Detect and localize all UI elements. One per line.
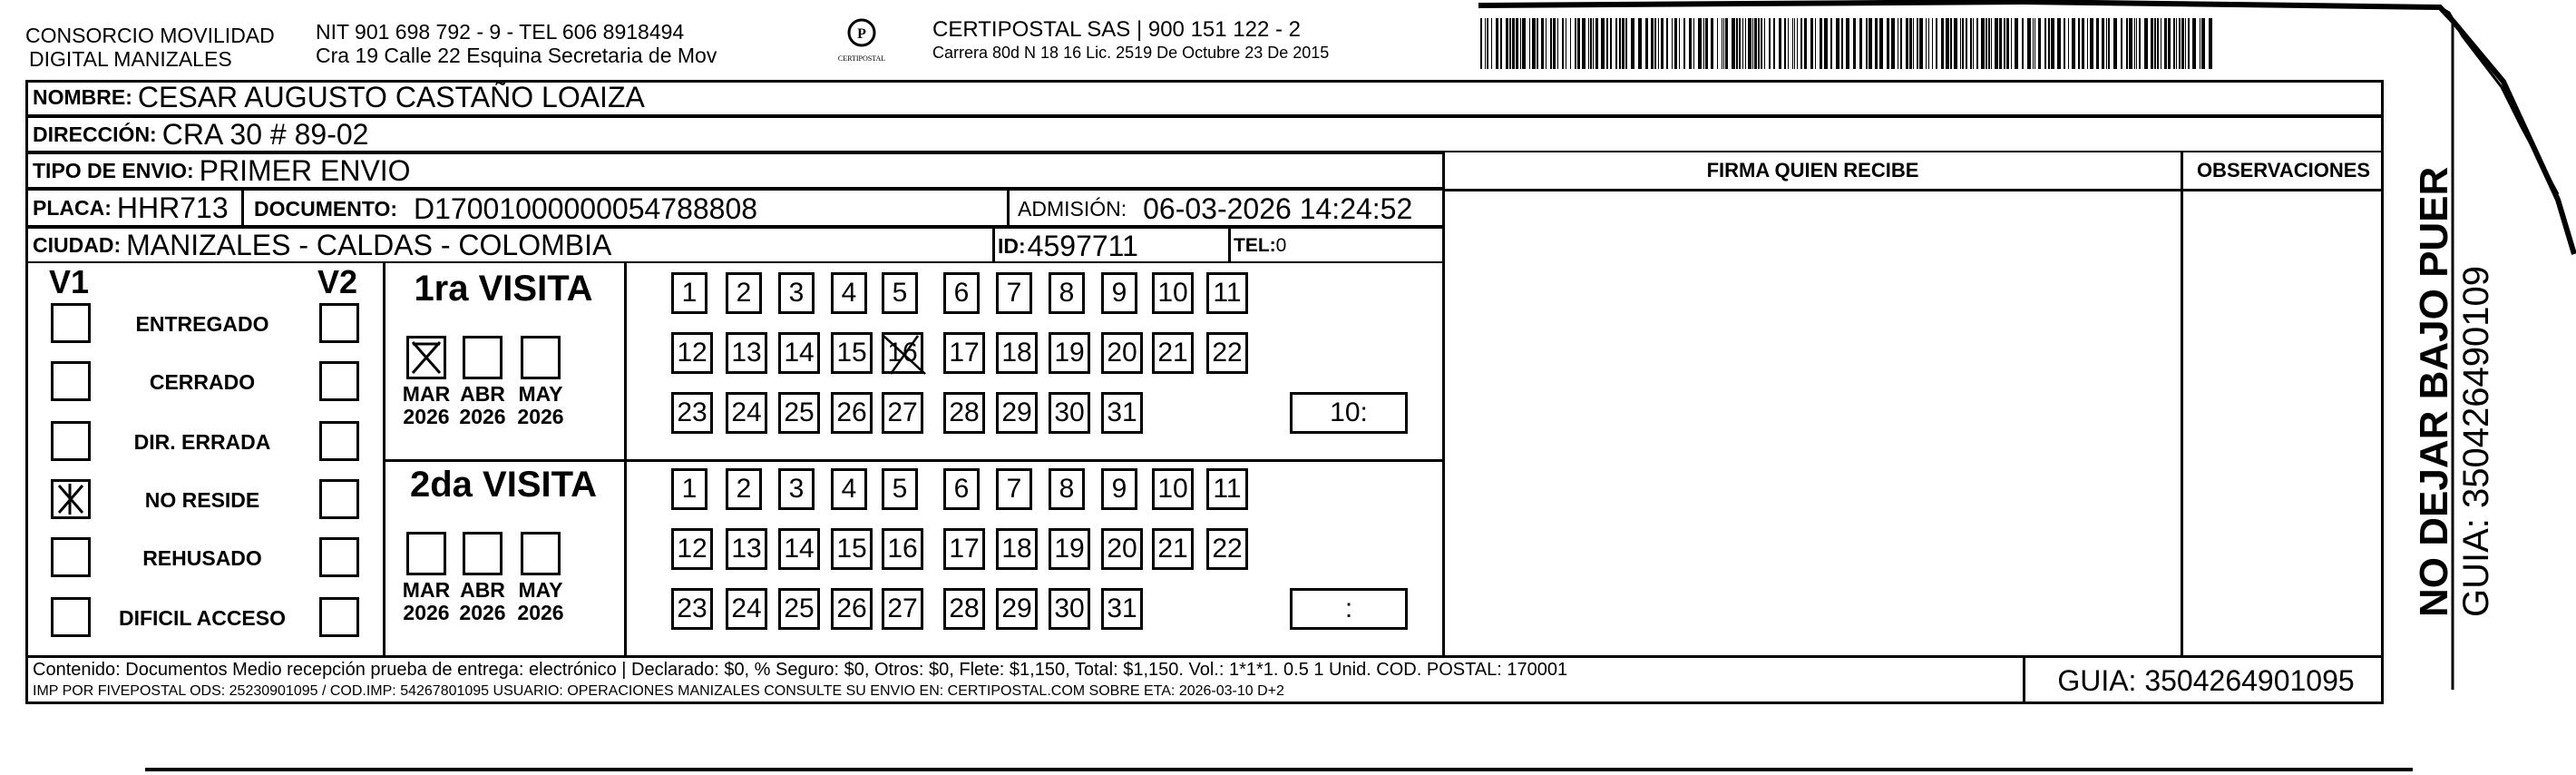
- side-line-2: GUIA: 350426490109: [2456, 266, 2496, 617]
- v2-checkbox[interactable]: [319, 361, 359, 401]
- month-label: MAR 2026: [402, 578, 451, 624]
- tel-field: [1234, 229, 1286, 263]
- visits-divider: [383, 459, 1444, 462]
- day-box-18[interactable]: 18: [996, 332, 1038, 374]
- v2-checkbox[interactable]: [319, 479, 359, 519]
- admision-value: 06-03-2026 14:24:52: [1143, 191, 1413, 225]
- v1-checkbox[interactable]: [51, 537, 91, 577]
- tipo-envio-value: PRIMER ENVIO: [199, 153, 411, 187]
- day-box-27[interactable]: 27: [882, 392, 923, 434]
- day-box-20[interactable]: 20: [1101, 332, 1143, 374]
- svg-text:P: P: [857, 26, 866, 42]
- footer-content: [33, 659, 1567, 702]
- day-box-25[interactable]: 25: [778, 392, 820, 434]
- v2-checkbox[interactable]: [319, 421, 359, 461]
- month-checkbox-may[interactable]: [521, 336, 561, 379]
- day-box-15[interactable]: 15: [831, 332, 873, 374]
- nombre-row: [25, 80, 2384, 116]
- day-box-24[interactable]: 24: [726, 588, 767, 630]
- day-box-6[interactable]: 6: [943, 272, 980, 314]
- day-box-6[interactable]: 6: [943, 468, 980, 510]
- day-box-24[interactable]: 24: [726, 392, 767, 434]
- placa-value: HHR713: [116, 191, 229, 224]
- day-box-22[interactable]: 22: [1206, 332, 1248, 374]
- day-box-19[interactable]: 19: [1049, 332, 1090, 374]
- company-contact: [316, 20, 717, 67]
- direccion-label: DIRECCIÓN:: [33, 122, 157, 146]
- tel-label: TEL:: [1234, 235, 1276, 256]
- id-divider: [992, 229, 995, 263]
- day-box-9[interactable]: 9: [1101, 468, 1137, 510]
- time-field[interactable]: 10:: [1290, 392, 1408, 434]
- tel-value: 0: [1275, 235, 1287, 256]
- day-box-26[interactable]: 26: [831, 588, 873, 630]
- day-box-20[interactable]: 20: [1101, 528, 1143, 570]
- day-box-4[interactable]: 4: [831, 272, 867, 314]
- tipo-envio-row: [25, 152, 1444, 189]
- day-box-8[interactable]: 8: [1049, 272, 1085, 314]
- side-line-1: NO DEJAR BAJO PUER: [2412, 166, 2456, 617]
- v2-checkbox[interactable]: [319, 303, 359, 343]
- footer-line-2: IMP POR FIVEPOSTAL ODS: 25230901095 / COD.IMP: 54267801095 USUARIO: OPERACIONES MANIZALES CONSULTE SU ENVIO EN: CERTIPOSTAL.COM SOBRE ETA: 2026-03-10 D+2: [33, 683, 1284, 699]
- month-label: MAY 2026: [517, 382, 564, 428]
- day-box-5[interactable]: 5: [882, 468, 918, 510]
- certipostal-logo-icon: [844, 18, 880, 51]
- visit-title-0: 1ra VISITA: [414, 269, 593, 309]
- tel-divider: [1228, 229, 1231, 263]
- day-box-29[interactable]: 29: [996, 588, 1038, 630]
- v1-checkbox[interactable]: [51, 421, 91, 461]
- status-label-3: NO RESIDE: [144, 488, 260, 512]
- month-label: ABR 2026: [459, 382, 506, 428]
- day-box-15[interactable]: 15: [831, 528, 873, 570]
- day-box-31[interactable]: 31: [1101, 392, 1143, 434]
- direccion-value: CRA 30 # 89-02: [161, 117, 369, 151]
- day-box-22[interactable]: 22: [1206, 528, 1248, 570]
- day-box-7[interactable]: 7: [996, 468, 1032, 510]
- day-box-13[interactable]: 13: [726, 528, 767, 570]
- day-box-11[interactable]: 11: [1206, 468, 1248, 510]
- day-box-12[interactable]: 12: [671, 528, 713, 570]
- check-mark-icon: [54, 482, 88, 516]
- nit-line: NIT 901 698 792 - 9 - TEL 606 8918494: [316, 20, 685, 44]
- v2-checkbox[interactable]: [319, 537, 359, 577]
- documento-field: [249, 191, 757, 227]
- status-label-0: ENTREGADO: [135, 312, 269, 336]
- v2-checkbox[interactable]: [319, 597, 359, 637]
- time-field[interactable]: :: [1290, 588, 1408, 630]
- day-box-21[interactable]: 21: [1152, 332, 1194, 374]
- certipostal-line-2: Carrera 80d N 18 16 Lic. 2519 De Octubre 23 De 2015: [932, 44, 1330, 62]
- month-checkbox-abr[interactable]: [463, 532, 503, 575]
- month-checkbox-abr[interactable]: [463, 336, 503, 379]
- firma-area[interactable]: [1445, 191, 2181, 657]
- day-box-21[interactable]: 21: [1152, 528, 1194, 570]
- month-checkbox-mar[interactable]: [406, 336, 446, 379]
- day-box-10[interactable]: 10: [1152, 272, 1194, 314]
- guia-divider: [2023, 657, 2025, 704]
- day-box-2[interactable]: 2: [726, 272, 762, 314]
- guia-number: GUIA: 3504264901095: [2057, 663, 2355, 697]
- v1-checkbox[interactable]: [51, 361, 91, 401]
- certipostal-info: [932, 18, 1329, 64]
- admision-divider: [1007, 191, 1010, 227]
- day-box-28[interactable]: 28: [943, 588, 985, 630]
- company-line-1: CONSORCIO MOVILIDAD: [25, 24, 275, 47]
- firma-header: FIRMA QUIEN RECIBE: [1706, 159, 1919, 181]
- company-line-2: DIGITAL MANIZALES: [29, 47, 232, 71]
- visit-title-1: 2da VISITA: [410, 465, 597, 505]
- month-label: MAY 2026: [517, 578, 564, 624]
- logo-text: CERTIPOSTAL: [837, 54, 886, 63]
- month-checkbox-may[interactable]: [521, 532, 561, 575]
- documento-value: D17001000000054788808: [414, 191, 758, 225]
- observaciones-header: OBSERVACIONES: [2196, 159, 2371, 181]
- id-label: ID:: [998, 233, 1026, 258]
- day-box-18[interactable]: 18: [996, 528, 1038, 570]
- month-checkbox-mar[interactable]: [406, 532, 446, 575]
- ciudad-value: MANIZALES - CALDAS - COLOMBIA: [126, 228, 612, 261]
- placa-label: PLACA:: [33, 195, 112, 220]
- tipo-envio-label: TIPO DE ENVIO:: [33, 158, 194, 182]
- status-label-2: DIR. ERRADA: [133, 430, 271, 454]
- v1-label: V1: [49, 263, 90, 300]
- footer-line-1: Contenido: Documentos Medio recepción prueba de entrega: electrónico | Declarado: $0, % Seguro: $0, Otros: $0, Flete: $1,150, Total: $1,150. Vol.: 1*1*1. 0.5 1 Unid. COD. POSTAL: 170001: [33, 660, 1568, 680]
- day-box-17[interactable]: 17: [943, 528, 985, 570]
- day-box-30[interactable]: 30: [1049, 392, 1090, 434]
- observaciones-area[interactable]: [2183, 191, 2384, 657]
- bottom-edge-line: [145, 768, 2413, 771]
- day-box-25[interactable]: 25: [778, 588, 820, 630]
- company-name: [25, 24, 275, 71]
- day-box-5[interactable]: 5: [882, 272, 918, 314]
- day-box-16[interactable]: 16: [882, 332, 923, 374]
- v1-checkbox[interactable]: [51, 303, 91, 343]
- month-label: MAR 2026: [402, 382, 451, 428]
- day-box-9[interactable]: 9: [1101, 272, 1137, 314]
- ciudad-label: CIUDAD:: [33, 232, 122, 257]
- nombre-label: NOMBRE:: [33, 84, 132, 109]
- month-label: ABR 2026: [459, 578, 506, 624]
- day-box-27[interactable]: 27: [882, 588, 923, 630]
- id-field: [998, 229, 1138, 263]
- id-value: 4597711: [1027, 229, 1138, 262]
- admision-label: ADMISIÓN:: [1018, 196, 1127, 221]
- certipostal-line-1: CERTIPOSTAL SAS | 900 151 122 - 2: [932, 17, 1301, 42]
- day-box-23[interactable]: 23: [671, 588, 713, 630]
- address-line: Cra 19 Calle 22 Esquina Secretaria de Mov: [316, 44, 717, 67]
- day-box-31[interactable]: 31: [1101, 588, 1143, 630]
- day-box-1[interactable]: 1: [671, 272, 707, 314]
- status-label-4: REHUSADO: [142, 546, 262, 570]
- day-box-3[interactable]: 3: [778, 272, 815, 314]
- nombre-value: CESAR AUGUSTO CASTAÑO LOAIZA: [137, 80, 645, 113]
- documento-label: DOCUMENTO:: [254, 196, 398, 221]
- day-box-7[interactable]: 7: [996, 272, 1032, 314]
- admision-field: [1012, 191, 1412, 227]
- day-box-26[interactable]: 26: [831, 392, 873, 434]
- ciudad-row: [25, 227, 1444, 263]
- direccion-row: [25, 116, 2384, 152]
- status-label-5: DIFICIL ACCESO: [118, 606, 286, 630]
- v1-checkbox[interactable]: [51, 597, 91, 637]
- v1-checkbox[interactable]: [51, 479, 91, 519]
- day-box-23[interactable]: 23: [671, 392, 713, 434]
- day-box-2[interactable]: 2: [726, 468, 762, 510]
- day-box-28[interactable]: 28: [943, 392, 985, 434]
- day-box-14[interactable]: 14: [778, 528, 820, 570]
- day-box-4[interactable]: 4: [831, 468, 867, 510]
- day-box-1[interactable]: 1: [671, 468, 707, 510]
- status-label-1: CERRADO: [149, 370, 256, 394]
- day-box-11[interactable]: 11: [1206, 272, 1248, 314]
- day-box-8[interactable]: 8: [1049, 468, 1085, 510]
- day-box-17[interactable]: 17: [943, 332, 985, 374]
- day-box-10[interactable]: 10: [1152, 468, 1194, 510]
- placa-divider: [241, 191, 244, 227]
- v2-label: V2: [317, 263, 358, 300]
- day-box-30[interactable]: 30: [1049, 588, 1090, 630]
- day-box-29[interactable]: 29: [996, 392, 1038, 434]
- day-box-3[interactable]: 3: [778, 468, 815, 510]
- certipostal-logo: [834, 18, 889, 63]
- check-mark-icon: [882, 334, 927, 376]
- side-notice: [2413, 167, 2496, 617]
- day-box-19[interactable]: 19: [1049, 528, 1090, 570]
- day-box-16[interactable]: 16: [882, 528, 923, 570]
- day-box-13[interactable]: 13: [726, 332, 767, 374]
- day-box-12[interactable]: 12: [671, 332, 713, 374]
- check-mark-icon: [409, 338, 444, 377]
- day-box-14[interactable]: 14: [778, 332, 820, 374]
